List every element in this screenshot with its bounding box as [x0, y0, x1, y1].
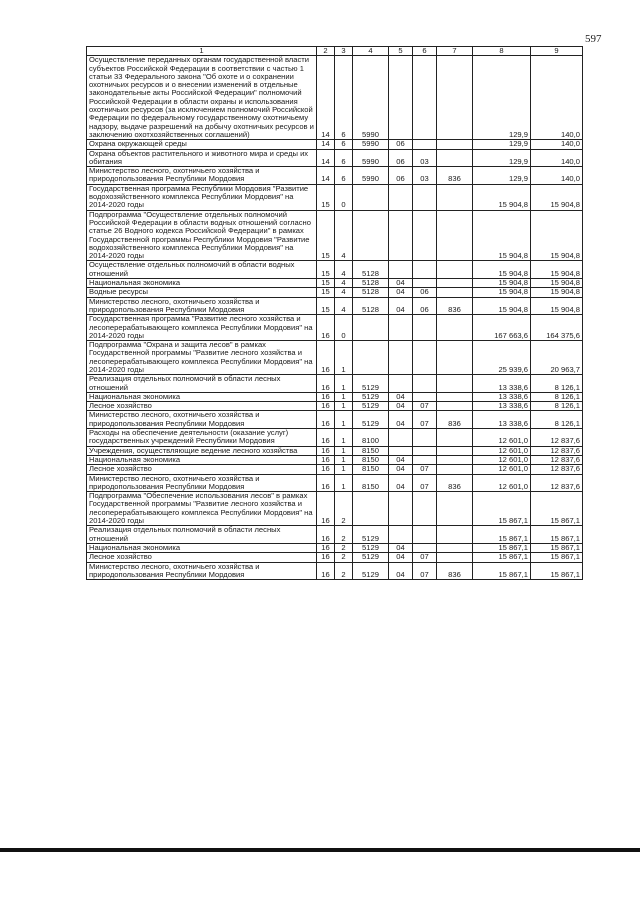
col2-cell: 14 — [317, 149, 335, 167]
col4-cell: 5990 — [353, 167, 389, 185]
col5-cell: 04 — [389, 455, 413, 464]
col7-cell — [437, 56, 473, 140]
col3-cell: 4 — [335, 279, 353, 288]
table-row — [87, 562, 583, 580]
table-row — [87, 492, 583, 526]
col6-cell — [413, 455, 437, 464]
col6-cell: 06 — [413, 288, 437, 297]
col4-cell: 8100 — [353, 429, 389, 447]
col3-cell: 4 — [335, 261, 353, 279]
table-row — [87, 455, 583, 464]
table-row — [87, 553, 583, 562]
col3-cell: 1 — [335, 341, 353, 375]
col4-cell: 8150 — [353, 455, 389, 464]
col2-cell: 16 — [317, 315, 335, 341]
amount-cell: 15 867,1 — [531, 492, 583, 526]
col4-cell: 5128 — [353, 261, 389, 279]
row-name-cell: Лесное хозяйство — [87, 465, 317, 474]
col4-cell: 5129 — [353, 553, 389, 562]
col4-cell: 8150 — [353, 474, 389, 492]
col5-cell — [389, 261, 413, 279]
amount-cell: 15 867,1 — [473, 492, 531, 526]
col4-cell: 5129 — [353, 562, 389, 580]
col5-cell: 04 — [389, 288, 413, 297]
col5-cell: 04 — [389, 402, 413, 411]
table-row — [87, 167, 583, 185]
col6-cell: 07 — [413, 562, 437, 580]
col7-cell: 836 — [437, 297, 473, 315]
table-row — [87, 429, 583, 447]
amount-cell: 15 904,8 — [531, 210, 583, 261]
amount-cell: 12 837,6 — [531, 429, 583, 447]
col5-cell — [389, 429, 413, 447]
col6-cell — [413, 492, 437, 526]
col2-cell: 16 — [317, 375, 335, 393]
col3-cell: 1 — [335, 446, 353, 455]
col5-cell: 04 — [389, 543, 413, 552]
amount-cell: 20 963,7 — [531, 341, 583, 375]
col6-cell — [413, 315, 437, 341]
amount-cell: 15 904,8 — [531, 184, 583, 210]
col6-cell — [413, 279, 437, 288]
row-name-cell: Государственная программа Республики Мордовия "Развитие водохозяйственного комплекса Республики Мордовия" на 2014-2020 годы — [87, 184, 317, 210]
col5-cell: 04 — [389, 562, 413, 580]
col6-cell — [413, 140, 437, 149]
col5-cell: 04 — [389, 465, 413, 474]
amount-cell: 15 867,1 — [473, 562, 531, 580]
col2-cell: 16 — [317, 446, 335, 455]
col3-cell: 1 — [335, 411, 353, 429]
amount-cell: 15 867,1 — [473, 553, 531, 562]
amount-cell: 15 867,1 — [531, 526, 583, 544]
col3-cell: 0 — [335, 315, 353, 341]
row-name-cell: Учреждения, осуществляющие ведение лесного хозяйства — [87, 446, 317, 455]
col2-cell: 16 — [317, 562, 335, 580]
col7-cell — [437, 210, 473, 261]
col2-cell: 14 — [317, 140, 335, 149]
amount-cell: 15 867,1 — [531, 543, 583, 552]
table-row — [87, 375, 583, 393]
col6-cell — [413, 526, 437, 544]
col6-cell: 07 — [413, 474, 437, 492]
col6-cell — [413, 56, 437, 140]
col5-cell — [389, 56, 413, 140]
col2-cell: 16 — [317, 543, 335, 552]
table-row — [87, 279, 583, 288]
row-name-cell: Национальная экономика — [87, 392, 317, 401]
amount-cell: 12 601,0 — [473, 455, 531, 464]
col2-cell: 15 — [317, 279, 335, 288]
column-header: 5 — [389, 47, 413, 56]
amount-cell: 12 601,0 — [473, 446, 531, 455]
col4-cell: 5129 — [353, 543, 389, 552]
col2-cell: 16 — [317, 492, 335, 526]
amount-cell: 13 338,6 — [473, 392, 531, 401]
table-row — [87, 315, 583, 341]
amount-cell: 13 338,6 — [473, 411, 531, 429]
amount-cell: 8 126,1 — [531, 402, 583, 411]
row-name-cell: Осуществление отдельных полномочий в области водных отношений — [87, 261, 317, 279]
col7-cell — [437, 543, 473, 552]
col4-cell: 5129 — [353, 402, 389, 411]
table-row — [87, 402, 583, 411]
col3-cell: 2 — [335, 526, 353, 544]
col4-cell — [353, 315, 389, 341]
col6-cell: 07 — [413, 411, 437, 429]
row-name-cell: Реализация отдельных полномочий в области лесных отношений — [87, 375, 317, 393]
col7-cell — [437, 553, 473, 562]
column-header: 7 — [437, 47, 473, 56]
row-name-cell: Подпрограмма "Осуществление отдельных полномочий Российской Федерации в области водных отношений согласно статье 26 Водного кодекса Российской Федерации" в рамках Государственной программы Республики Мордовия "Развитие водохозяйственного комплекса Республики Мордовия" на 2014-2020 годы — [87, 210, 317, 261]
amount-cell: 15 904,8 — [473, 184, 531, 210]
col3-cell: 2 — [335, 492, 353, 526]
bottom-scan-rule — [0, 848, 640, 852]
col2-cell: 16 — [317, 392, 335, 401]
col6-cell — [413, 429, 437, 447]
table-row — [87, 297, 583, 315]
table-row — [87, 392, 583, 401]
table-row — [87, 474, 583, 492]
col2-cell: 14 — [317, 56, 335, 140]
amount-cell: 140,0 — [531, 167, 583, 185]
col2-cell: 16 — [317, 553, 335, 562]
amount-cell: 12 837,6 — [531, 474, 583, 492]
col2-cell: 16 — [317, 429, 335, 447]
amount-cell: 140,0 — [531, 140, 583, 149]
col3-cell: 6 — [335, 167, 353, 185]
col7-cell: 836 — [437, 411, 473, 429]
amount-cell: 8 126,1 — [531, 411, 583, 429]
row-name-cell: Министерство лесного, охотничьего хозяйства и природопользования Республики Мордовия — [87, 167, 317, 185]
col6-cell — [413, 375, 437, 393]
col3-cell: 1 — [335, 375, 353, 393]
amount-cell: 13 338,6 — [473, 375, 531, 393]
col6-cell — [413, 543, 437, 552]
col7-cell — [437, 465, 473, 474]
col6-cell — [413, 261, 437, 279]
amount-cell: 12 837,6 — [531, 446, 583, 455]
amount-cell: 8 126,1 — [531, 392, 583, 401]
row-name-cell: Министерство лесного, охотничьего хозяйства и природопользования Республики Мордовия — [87, 474, 317, 492]
amount-cell: 13 338,6 — [473, 402, 531, 411]
col7-cell: 836 — [437, 562, 473, 580]
col2-cell: 15 — [317, 210, 335, 261]
amount-cell: 167 663,6 — [473, 315, 531, 341]
col7-cell — [437, 279, 473, 288]
col2-cell: 15 — [317, 288, 335, 297]
amount-cell: 15 904,8 — [531, 261, 583, 279]
table-row — [87, 465, 583, 474]
col4-cell: 5129 — [353, 526, 389, 544]
col3-cell: 6 — [335, 149, 353, 167]
col5-cell — [389, 446, 413, 455]
col2-cell: 16 — [317, 474, 335, 492]
table-row — [87, 446, 583, 455]
col3-cell: 2 — [335, 562, 353, 580]
row-name-cell: Подпрограмма "Обеспечение использования лесов" в рамках Государственной программы "Развитие лесного хозяйства и лесоперерабатывающего комплекса Республики Мордовия" на 2014-2020 годы — [87, 492, 317, 526]
col4-cell — [353, 341, 389, 375]
col5-cell: 04 — [389, 411, 413, 429]
col7-cell — [437, 375, 473, 393]
amount-cell: 15 904,8 — [531, 288, 583, 297]
column-number-row — [87, 47, 583, 56]
table-row — [87, 341, 583, 375]
col4-cell — [353, 492, 389, 526]
col6-cell: 06 — [413, 297, 437, 315]
column-header: 6 — [413, 47, 437, 56]
col6-cell: 03 — [413, 167, 437, 185]
col5-cell — [389, 184, 413, 210]
col3-cell: 6 — [335, 140, 353, 149]
row-name-cell: Государственная программа "Развитие лесного хозяйства и лесоперерабатывающего комплекса Республики Мордовия" на 2014-2020 годы — [87, 315, 317, 341]
col5-cell: 06 — [389, 167, 413, 185]
row-name-cell: Расходы на обеспечение деятельности (оказание услуг) государственных учреждений Республики Мордовия — [87, 429, 317, 447]
col7-cell — [437, 341, 473, 375]
amount-cell: 12 601,0 — [473, 429, 531, 447]
col4-cell: 5990 — [353, 140, 389, 149]
col2-cell: 16 — [317, 455, 335, 464]
amount-cell: 15 904,8 — [531, 279, 583, 288]
col4-cell — [353, 184, 389, 210]
col3-cell: 1 — [335, 402, 353, 411]
col4-cell — [353, 210, 389, 261]
col5-cell: 04 — [389, 474, 413, 492]
col3-cell: 1 — [335, 429, 353, 447]
col7-cell — [437, 288, 473, 297]
col2-cell: 15 — [317, 261, 335, 279]
col6-cell — [413, 341, 437, 375]
col5-cell — [389, 341, 413, 375]
amount-cell: 15 904,8 — [473, 210, 531, 261]
row-name-cell: Подпрограмма "Охрана и защита лесов" в рамках Государственной программы "Развитие лесного хозяйства и лесоперерабатывающего комплекса Республики Мордовия" на 2014-2020 годы — [87, 341, 317, 375]
col5-cell — [389, 210, 413, 261]
col7-cell — [437, 429, 473, 447]
col6-cell: 03 — [413, 149, 437, 167]
col4-cell: 5990 — [353, 56, 389, 140]
amount-cell: 15 904,8 — [473, 279, 531, 288]
col4-cell: 5129 — [353, 375, 389, 393]
table-row — [87, 56, 583, 140]
row-name-cell: Осуществление переданных органам государственной власти субъектов Российской Федерации в соответствии с частью 1 статьи 33 Федерального закона "Об охоте и о сохранении охотничьих ресурсов и о внесении изменений в отдельные законодательные акты Российской Федерации" полномочий Российской Федерации в области охраны и использования охотничьих ресурсов (за исключением полномочий Российской Федерации по федеральному государственному охотничьему надзору, выдаче разрешений на добычу охотничьих ресурсов и заключению охотхозяйственных соглашений) — [87, 56, 317, 140]
amount-cell: 15 867,1 — [531, 562, 583, 580]
table-body — [87, 56, 583, 580]
amount-cell: 15 867,1 — [531, 553, 583, 562]
col4-cell: 8150 — [353, 465, 389, 474]
table-row — [87, 288, 583, 297]
column-header: 9 — [531, 47, 583, 56]
row-name-cell: Министерство лесного, охотничьего хозяйства и природопользования Республики Мордовия — [87, 411, 317, 429]
col7-cell — [437, 140, 473, 149]
col5-cell — [389, 375, 413, 393]
col6-cell: 07 — [413, 553, 437, 562]
amount-cell: 129,9 — [473, 167, 531, 185]
row-name-cell: Охрана окружающей среды — [87, 140, 317, 149]
row-name-cell: Охрана объектов растительного и животного мира и среды их обитания — [87, 149, 317, 167]
col4-cell: 5990 — [353, 149, 389, 167]
col7-cell — [437, 455, 473, 464]
col2-cell: 15 — [317, 184, 335, 210]
amount-cell: 15 904,8 — [473, 288, 531, 297]
amount-cell: 15 904,8 — [531, 297, 583, 315]
amount-cell: 129,9 — [473, 140, 531, 149]
row-name-cell: Национальная экономика — [87, 455, 317, 464]
col5-cell — [389, 526, 413, 544]
col3-cell: 4 — [335, 288, 353, 297]
column-header: 1 — [87, 47, 317, 56]
amount-cell: 12 837,6 — [531, 465, 583, 474]
col3-cell: 2 — [335, 553, 353, 562]
col3-cell: 6 — [335, 56, 353, 140]
col6-cell — [413, 392, 437, 401]
col6-cell — [413, 184, 437, 210]
amount-cell: 8 126,1 — [531, 375, 583, 393]
column-header: 2 — [317, 47, 335, 56]
col5-cell — [389, 315, 413, 341]
col2-cell: 16 — [317, 465, 335, 474]
col5-cell: 04 — [389, 279, 413, 288]
col4-cell: 5128 — [353, 279, 389, 288]
col7-cell — [437, 402, 473, 411]
col6-cell — [413, 210, 437, 261]
amount-cell: 15 867,1 — [473, 526, 531, 544]
amount-cell: 12 837,6 — [531, 455, 583, 464]
table-row — [87, 411, 583, 429]
col2-cell: 16 — [317, 411, 335, 429]
row-name-cell: Министерство лесного, охотничьего хозяйства и природопользования Республики Мордовия — [87, 562, 317, 580]
col7-cell — [437, 315, 473, 341]
col3-cell: 4 — [335, 210, 353, 261]
col5-cell: 06 — [389, 149, 413, 167]
table-row — [87, 184, 583, 210]
col3-cell: 1 — [335, 465, 353, 474]
page-number: 597 — [585, 33, 602, 45]
col3-cell: 0 — [335, 184, 353, 210]
col7-cell: 836 — [437, 474, 473, 492]
amount-cell: 15 904,8 — [473, 261, 531, 279]
col7-cell — [437, 492, 473, 526]
column-header: 3 — [335, 47, 353, 56]
col7-cell — [437, 392, 473, 401]
row-name-cell: Реализация отдельных полномочий в области лесных отношений — [87, 526, 317, 544]
row-name-cell: Национальная экономика — [87, 279, 317, 288]
amount-cell: 129,9 — [473, 56, 531, 140]
amount-cell: 15 867,1 — [473, 543, 531, 552]
col2-cell: 16 — [317, 526, 335, 544]
col3-cell: 1 — [335, 455, 353, 464]
row-name-cell: Водные ресурсы — [87, 288, 317, 297]
col5-cell — [389, 492, 413, 526]
col3-cell: 1 — [335, 474, 353, 492]
table-row — [87, 261, 583, 279]
amount-cell: 140,0 — [531, 149, 583, 167]
table-row — [87, 210, 583, 261]
col6-cell — [413, 446, 437, 455]
col7-cell — [437, 261, 473, 279]
col4-cell: 8150 — [353, 446, 389, 455]
table-row — [87, 140, 583, 149]
col6-cell: 07 — [413, 465, 437, 474]
col7-cell — [437, 149, 473, 167]
col2-cell: 16 — [317, 402, 335, 411]
col4-cell: 5128 — [353, 297, 389, 315]
col7-cell: 836 — [437, 167, 473, 185]
row-name-cell: Национальная экономика — [87, 543, 317, 552]
col5-cell: 06 — [389, 140, 413, 149]
col5-cell: 04 — [389, 297, 413, 315]
col7-cell — [437, 526, 473, 544]
table-row — [87, 543, 583, 552]
col3-cell: 1 — [335, 392, 353, 401]
col2-cell: 16 — [317, 341, 335, 375]
column-header: 4 — [353, 47, 389, 56]
col3-cell: 4 — [335, 297, 353, 315]
row-name-cell: Лесное хозяйство — [87, 402, 317, 411]
amount-cell: 12 601,0 — [473, 474, 531, 492]
row-name-cell: Лесное хозяйство — [87, 553, 317, 562]
amount-cell: 15 904,8 — [473, 297, 531, 315]
table-row — [87, 149, 583, 167]
col6-cell: 07 — [413, 402, 437, 411]
col4-cell: 5128 — [353, 288, 389, 297]
col5-cell: 04 — [389, 392, 413, 401]
col4-cell: 5129 — [353, 411, 389, 429]
col7-cell — [437, 446, 473, 455]
amount-cell: 164 375,6 — [531, 315, 583, 341]
column-header: 8 — [473, 47, 531, 56]
col5-cell: 04 — [389, 553, 413, 562]
amount-cell: 129,9 — [473, 149, 531, 167]
col3-cell: 2 — [335, 543, 353, 552]
amount-cell: 12 601,0 — [473, 465, 531, 474]
budget-table — [86, 46, 583, 580]
col2-cell: 15 — [317, 297, 335, 315]
col7-cell — [437, 184, 473, 210]
row-name-cell: Министерство лесного, охотничьего хозяйства и природопользования Республики Мордовия — [87, 297, 317, 315]
col2-cell: 14 — [317, 167, 335, 185]
amount-cell: 25 939,6 — [473, 341, 531, 375]
col4-cell: 5129 — [353, 392, 389, 401]
table-row — [87, 526, 583, 544]
amount-cell: 140,0 — [531, 56, 583, 140]
